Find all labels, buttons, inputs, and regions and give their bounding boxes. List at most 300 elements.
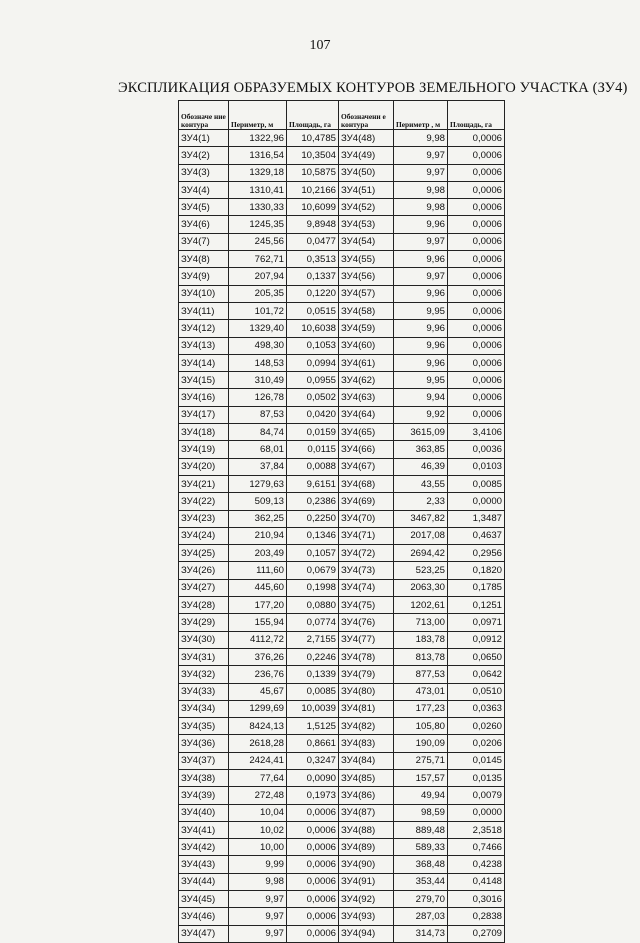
cell-perimeter-left: 1316,54 bbox=[229, 147, 287, 164]
cell-area-right: 0,0006 bbox=[448, 181, 505, 198]
cell-area-left: 10,6099 bbox=[287, 199, 339, 216]
cell-contour-left: ЗУ4(29) bbox=[179, 614, 229, 631]
cell-contour-left: ЗУ4(2) bbox=[179, 147, 229, 164]
cell-contour-right: ЗУ4(60) bbox=[339, 337, 394, 354]
cell-area-left: 0,0006 bbox=[287, 856, 339, 873]
cell-perimeter-left: 77,64 bbox=[229, 769, 287, 786]
cell-contour-right: ЗУ4(92) bbox=[339, 891, 394, 908]
cell-perimeter-right: 157,57 bbox=[394, 769, 448, 786]
cell-area-left: 0,1220 bbox=[287, 285, 339, 302]
cell-perimeter-left: 148,53 bbox=[229, 354, 287, 371]
cell-contour-left: ЗУ4(17) bbox=[179, 406, 229, 423]
cell-perimeter-left: 1245,35 bbox=[229, 216, 287, 233]
cell-area-left: 1,5125 bbox=[287, 718, 339, 735]
cell-contour-right: ЗУ4(62) bbox=[339, 372, 394, 389]
cell-perimeter-right: 9,97 bbox=[394, 233, 448, 250]
cell-perimeter-left: 2424,41 bbox=[229, 752, 287, 769]
cell-contour-left: ЗУ4(19) bbox=[179, 441, 229, 458]
cell-contour-left: ЗУ4(25) bbox=[179, 545, 229, 562]
cell-perimeter-right: 9,97 bbox=[394, 164, 448, 181]
cell-perimeter-right: 9,96 bbox=[394, 285, 448, 302]
cell-contour-right: ЗУ4(81) bbox=[339, 700, 394, 717]
cell-perimeter-right: 9,98 bbox=[394, 181, 448, 198]
cell-contour-right: ЗУ4(79) bbox=[339, 666, 394, 683]
cell-contour-right: ЗУ4(77) bbox=[339, 631, 394, 648]
cell-perimeter-right: 105,80 bbox=[394, 718, 448, 735]
cell-area-right: 0,2709 bbox=[448, 925, 505, 942]
cell-perimeter-right: 2063,30 bbox=[394, 579, 448, 596]
cell-area-right: 0,0145 bbox=[448, 752, 505, 769]
cell-contour-left: ЗУ4(28) bbox=[179, 597, 229, 614]
cell-contour-left: ЗУ4(4) bbox=[179, 181, 229, 198]
header-area-left: Площадь, га bbox=[287, 101, 339, 130]
cell-contour-right: ЗУ4(67) bbox=[339, 458, 394, 475]
cell-perimeter-right: 889,48 bbox=[394, 821, 448, 838]
cell-perimeter-left: 205,35 bbox=[229, 285, 287, 302]
cell-perimeter-left: 84,74 bbox=[229, 424, 287, 441]
cell-contour-left: ЗУ4(21) bbox=[179, 475, 229, 492]
table-row bbox=[179, 925, 505, 942]
table-row bbox=[179, 683, 505, 700]
cell-perimeter-right: 3615,09 bbox=[394, 424, 448, 441]
cell-area-right: 0,0006 bbox=[448, 389, 505, 406]
table-row bbox=[179, 769, 505, 786]
cell-area-right: 0,7466 bbox=[448, 839, 505, 856]
table-row bbox=[179, 804, 505, 821]
table-row bbox=[179, 320, 505, 337]
cell-contour-left: ЗУ4(22) bbox=[179, 493, 229, 510]
cell-contour-left: ЗУ4(20) bbox=[179, 458, 229, 475]
cell-contour-right: ЗУ4(83) bbox=[339, 735, 394, 752]
table-row bbox=[179, 372, 505, 389]
table-row bbox=[179, 579, 505, 596]
table-row bbox=[179, 666, 505, 683]
cell-contour-right: ЗУ4(70) bbox=[339, 510, 394, 527]
cell-contour-left: ЗУ4(32) bbox=[179, 666, 229, 683]
cell-area-right: 2,3518 bbox=[448, 821, 505, 838]
cell-perimeter-right: 368,48 bbox=[394, 856, 448, 873]
table-row bbox=[179, 631, 505, 648]
table-row bbox=[179, 856, 505, 873]
cell-contour-right: ЗУ4(80) bbox=[339, 683, 394, 700]
cell-contour-left: ЗУ4(39) bbox=[179, 787, 229, 804]
cell-contour-left: ЗУ4(16) bbox=[179, 389, 229, 406]
cell-contour-right: ЗУ4(74) bbox=[339, 579, 394, 596]
cell-perimeter-left: 9,97 bbox=[229, 908, 287, 925]
cell-perimeter-left: 9,97 bbox=[229, 891, 287, 908]
cell-perimeter-right: 9,97 bbox=[394, 147, 448, 164]
cell-perimeter-left: 9,98 bbox=[229, 873, 287, 890]
cell-area-right: 0,4238 bbox=[448, 856, 505, 873]
cell-perimeter-right: 9,97 bbox=[394, 268, 448, 285]
cell-area-right: 0,0103 bbox=[448, 458, 505, 475]
cell-perimeter-left: 272,48 bbox=[229, 787, 287, 804]
document-title: ЭКСПЛИКАЦИЯ ОБРАЗУЕМЫХ КОНТУРОВ ЗЕМЕЛЬНОГО УЧАСТКА (ЗУ4) bbox=[118, 80, 628, 96]
cell-area-left: 0,1337 bbox=[287, 268, 339, 285]
cell-area-right: 0,0006 bbox=[448, 285, 505, 302]
table-row bbox=[179, 216, 505, 233]
cell-perimeter-right: 9,95 bbox=[394, 302, 448, 319]
cell-perimeter-left: 101,72 bbox=[229, 302, 287, 319]
cell-perimeter-left: 207,94 bbox=[229, 268, 287, 285]
cell-area-left: 0,8661 bbox=[287, 735, 339, 752]
cell-area-right: 0,0006 bbox=[448, 268, 505, 285]
cell-area-left: 0,0880 bbox=[287, 597, 339, 614]
cell-area-left: 0,0006 bbox=[287, 804, 339, 821]
cell-contour-left: ЗУ4(15) bbox=[179, 372, 229, 389]
cell-contour-left: ЗУ4(5) bbox=[179, 199, 229, 216]
cell-perimeter-right: 2694,42 bbox=[394, 545, 448, 562]
cell-perimeter-right: 9,92 bbox=[394, 406, 448, 423]
cell-perimeter-right: 813,78 bbox=[394, 648, 448, 665]
cell-perimeter-right: 9,98 bbox=[394, 130, 448, 147]
table-row bbox=[179, 147, 505, 164]
cell-area-right: 1,3487 bbox=[448, 510, 505, 527]
table-row bbox=[179, 839, 505, 856]
cell-contour-right: ЗУ4(55) bbox=[339, 251, 394, 268]
cell-area-left: 0,0090 bbox=[287, 769, 339, 786]
cell-area-right: 0,0079 bbox=[448, 787, 505, 804]
cell-area-left: 0,0420 bbox=[287, 406, 339, 423]
cell-perimeter-right: 46,39 bbox=[394, 458, 448, 475]
cell-perimeter-left: 155,94 bbox=[229, 614, 287, 631]
cell-area-left: 0,0006 bbox=[287, 908, 339, 925]
cell-contour-right: ЗУ4(71) bbox=[339, 527, 394, 544]
cell-contour-right: ЗУ4(49) bbox=[339, 147, 394, 164]
cell-area-right: 0,2838 bbox=[448, 908, 505, 925]
cell-area-right: 0,0206 bbox=[448, 735, 505, 752]
cell-area-left: 0,2386 bbox=[287, 493, 339, 510]
cell-area-left: 0,3247 bbox=[287, 752, 339, 769]
cell-perimeter-left: 210,94 bbox=[229, 527, 287, 544]
cell-perimeter-right: 9,96 bbox=[394, 337, 448, 354]
cell-perimeter-left: 111,60 bbox=[229, 562, 287, 579]
cell-contour-right: ЗУ4(93) bbox=[339, 908, 394, 925]
cell-area-left: 10,6038 bbox=[287, 320, 339, 337]
table-row bbox=[179, 700, 505, 717]
cell-contour-right: ЗУ4(57) bbox=[339, 285, 394, 302]
cell-contour-right: ЗУ4(76) bbox=[339, 614, 394, 631]
table-header-row bbox=[179, 101, 505, 130]
cell-perimeter-left: 509,13 bbox=[229, 493, 287, 510]
cell-perimeter-right: 1202,61 bbox=[394, 597, 448, 614]
cell-contour-right: ЗУ4(84) bbox=[339, 752, 394, 769]
cell-contour-left: ЗУ4(10) bbox=[179, 285, 229, 302]
cell-area-left: 0,0006 bbox=[287, 839, 339, 856]
cell-contour-left: ЗУ4(11) bbox=[179, 302, 229, 319]
cell-contour-right: ЗУ4(88) bbox=[339, 821, 394, 838]
cell-contour-left: ЗУ4(14) bbox=[179, 354, 229, 371]
cell-area-left: 2,7155 bbox=[287, 631, 339, 648]
cell-contour-right: ЗУ4(65) bbox=[339, 424, 394, 441]
cell-area-right: 0,1785 bbox=[448, 579, 505, 596]
cell-perimeter-left: 10,00 bbox=[229, 839, 287, 856]
cell-contour-right: ЗУ4(69) bbox=[339, 493, 394, 510]
cell-area-right: 0,0006 bbox=[448, 406, 505, 423]
cell-area-right: 0,0006 bbox=[448, 164, 505, 181]
cell-area-left: 9,8948 bbox=[287, 216, 339, 233]
cell-area-right: 0,0650 bbox=[448, 648, 505, 665]
cell-perimeter-left: 9,97 bbox=[229, 925, 287, 942]
cell-area-left: 0,1053 bbox=[287, 337, 339, 354]
table-row bbox=[179, 199, 505, 216]
cell-contour-right: ЗУ4(61) bbox=[339, 354, 394, 371]
cell-perimeter-right: 523,25 bbox=[394, 562, 448, 579]
cell-contour-right: ЗУ4(85) bbox=[339, 769, 394, 786]
cell-area-left: 0,0006 bbox=[287, 821, 339, 838]
header-area-right: Площадь, га bbox=[448, 101, 505, 130]
cell-area-left: 0,0774 bbox=[287, 614, 339, 631]
cell-contour-left: ЗУ4(33) bbox=[179, 683, 229, 700]
explication-table bbox=[178, 100, 505, 943]
cell-perimeter-left: 1279,63 bbox=[229, 475, 287, 492]
cell-perimeter-left: 2618,28 bbox=[229, 735, 287, 752]
cell-perimeter-left: 37,84 bbox=[229, 458, 287, 475]
cell-perimeter-left: 1330,33 bbox=[229, 199, 287, 216]
cell-area-right: 0,0260 bbox=[448, 718, 505, 735]
cell-perimeter-right: 314,73 bbox=[394, 925, 448, 942]
cell-perimeter-right: 275,71 bbox=[394, 752, 448, 769]
cell-area-right: 0,0006 bbox=[448, 372, 505, 389]
cell-contour-right: ЗУ4(78) bbox=[339, 648, 394, 665]
cell-area-right: 0,0006 bbox=[448, 251, 505, 268]
table-row bbox=[179, 233, 505, 250]
cell-contour-left: ЗУ4(34) bbox=[179, 700, 229, 717]
table-row bbox=[179, 597, 505, 614]
table-row bbox=[179, 908, 505, 925]
cell-perimeter-left: 45,67 bbox=[229, 683, 287, 700]
cell-area-right: 0,0006 bbox=[448, 199, 505, 216]
table-row bbox=[179, 493, 505, 510]
cell-area-right: 0,4637 bbox=[448, 527, 505, 544]
cell-perimeter-right: 279,70 bbox=[394, 891, 448, 908]
cell-area-right: 0,0510 bbox=[448, 683, 505, 700]
cell-contour-left: ЗУ4(30) bbox=[179, 631, 229, 648]
cell-contour-right: ЗУ4(59) bbox=[339, 320, 394, 337]
header-perimeter-left: Периметр, м bbox=[229, 101, 287, 130]
cell-area-right: 0,0000 bbox=[448, 804, 505, 821]
cell-contour-left: ЗУ4(43) bbox=[179, 856, 229, 873]
cell-area-right: 0,1251 bbox=[448, 597, 505, 614]
cell-perimeter-left: 203,49 bbox=[229, 545, 287, 562]
table-row bbox=[179, 718, 505, 735]
cell-perimeter-left: 245,56 bbox=[229, 233, 287, 250]
cell-area-left: 0,1057 bbox=[287, 545, 339, 562]
cell-perimeter-right: 9,96 bbox=[394, 216, 448, 233]
cell-perimeter-left: 8424,13 bbox=[229, 718, 287, 735]
cell-area-right: 0,0036 bbox=[448, 441, 505, 458]
cell-area-right: 0,0971 bbox=[448, 614, 505, 631]
cell-perimeter-right: 9,98 bbox=[394, 199, 448, 216]
cell-area-left: 0,0994 bbox=[287, 354, 339, 371]
table-row bbox=[179, 458, 505, 475]
cell-perimeter-right: 9,94 bbox=[394, 389, 448, 406]
cell-perimeter-left: 498,30 bbox=[229, 337, 287, 354]
cell-perimeter-right: 9,96 bbox=[394, 354, 448, 371]
cell-area-right: 0,0912 bbox=[448, 631, 505, 648]
header-contour-right: Обозначени е контура bbox=[339, 101, 394, 130]
cell-area-right: 0,0085 bbox=[448, 475, 505, 492]
table-row bbox=[179, 406, 505, 423]
cell-area-right: 0,0006 bbox=[448, 147, 505, 164]
cell-area-right: 0,0006 bbox=[448, 233, 505, 250]
cell-perimeter-right: 473,01 bbox=[394, 683, 448, 700]
cell-perimeter-right: 363,85 bbox=[394, 441, 448, 458]
cell-contour-left: ЗУ4(38) bbox=[179, 769, 229, 786]
cell-area-left: 9,6151 bbox=[287, 475, 339, 492]
cell-area-left: 0,2250 bbox=[287, 510, 339, 527]
cell-contour-right: ЗУ4(50) bbox=[339, 164, 394, 181]
header-perimeter-right: Периметр , м bbox=[394, 101, 448, 130]
cell-contour-right: ЗУ4(87) bbox=[339, 804, 394, 821]
table-row bbox=[179, 752, 505, 769]
table-body bbox=[179, 130, 505, 943]
table-row bbox=[179, 424, 505, 441]
cell-area-left: 0,0679 bbox=[287, 562, 339, 579]
cell-perimeter-right: 713,00 bbox=[394, 614, 448, 631]
cell-area-right: 0,0006 bbox=[448, 320, 505, 337]
cell-contour-left: ЗУ4(23) bbox=[179, 510, 229, 527]
cell-area-right: 0,0642 bbox=[448, 666, 505, 683]
cell-contour-left: ЗУ4(12) bbox=[179, 320, 229, 337]
cell-perimeter-left: 1299,69 bbox=[229, 700, 287, 717]
cell-perimeter-left: 4112,72 bbox=[229, 631, 287, 648]
cell-contour-left: ЗУ4(36) bbox=[179, 735, 229, 752]
cell-contour-right: ЗУ4(90) bbox=[339, 856, 394, 873]
table-row bbox=[179, 130, 505, 147]
cell-area-right: 0,0006 bbox=[448, 302, 505, 319]
cell-perimeter-left: 236,76 bbox=[229, 666, 287, 683]
cell-contour-right: ЗУ4(75) bbox=[339, 597, 394, 614]
cell-area-left: 0,3513 bbox=[287, 251, 339, 268]
cell-contour-left: ЗУ4(47) bbox=[179, 925, 229, 942]
cell-perimeter-left: 1329,18 bbox=[229, 164, 287, 181]
cell-area-left: 0,0006 bbox=[287, 925, 339, 942]
cell-contour-left: ЗУ4(9) bbox=[179, 268, 229, 285]
cell-contour-left: ЗУ4(31) bbox=[179, 648, 229, 665]
cell-perimeter-right: 190,09 bbox=[394, 735, 448, 752]
cell-perimeter-right: 877,53 bbox=[394, 666, 448, 683]
cell-perimeter-right: 9,95 bbox=[394, 372, 448, 389]
cell-contour-right: ЗУ4(86) bbox=[339, 787, 394, 804]
cell-contour-left: ЗУ4(24) bbox=[179, 527, 229, 544]
table-row bbox=[179, 268, 505, 285]
cell-contour-left: ЗУ4(6) bbox=[179, 216, 229, 233]
cell-area-right: 0,0363 bbox=[448, 700, 505, 717]
cell-contour-right: ЗУ4(64) bbox=[339, 406, 394, 423]
cell-area-left: 0,2246 bbox=[287, 648, 339, 665]
table-row bbox=[179, 285, 505, 302]
table-row bbox=[179, 251, 505, 268]
cell-area-left: 0,0088 bbox=[287, 458, 339, 475]
cell-area-left: 10,3504 bbox=[287, 147, 339, 164]
table-row bbox=[179, 787, 505, 804]
cell-perimeter-right: 3467,82 bbox=[394, 510, 448, 527]
cell-area-left: 0,0006 bbox=[287, 873, 339, 890]
cell-contour-left: ЗУ4(13) bbox=[179, 337, 229, 354]
table-row bbox=[179, 181, 505, 198]
cell-perimeter-left: 87,53 bbox=[229, 406, 287, 423]
cell-contour-left: ЗУ4(27) bbox=[179, 579, 229, 596]
cell-contour-right: ЗУ4(73) bbox=[339, 562, 394, 579]
cell-contour-right: ЗУ4(72) bbox=[339, 545, 394, 562]
cell-area-right: 0,2956 bbox=[448, 545, 505, 562]
cell-perimeter-left: 1322,96 bbox=[229, 130, 287, 147]
cell-area-left: 10,0039 bbox=[287, 700, 339, 717]
cell-area-right: 3,4106 bbox=[448, 424, 505, 441]
cell-contour-right: ЗУ4(51) bbox=[339, 181, 394, 198]
cell-area-left: 0,0085 bbox=[287, 683, 339, 700]
cell-contour-left: ЗУ4(46) bbox=[179, 908, 229, 925]
cell-area-right: 0,1820 bbox=[448, 562, 505, 579]
cell-contour-left: ЗУ4(42) bbox=[179, 839, 229, 856]
cell-area-right: 0,3016 bbox=[448, 891, 505, 908]
cell-contour-left: ЗУ4(40) bbox=[179, 804, 229, 821]
cell-area-right: 0,0006 bbox=[448, 216, 505, 233]
table-row bbox=[179, 735, 505, 752]
cell-perimeter-left: 10,02 bbox=[229, 821, 287, 838]
table-row bbox=[179, 821, 505, 838]
cell-contour-right: ЗУ4(56) bbox=[339, 268, 394, 285]
cell-perimeter-right: 353,44 bbox=[394, 873, 448, 890]
cell-contour-left: ЗУ4(7) bbox=[179, 233, 229, 250]
cell-area-left: 0,1998 bbox=[287, 579, 339, 596]
table-row bbox=[179, 441, 505, 458]
table-row bbox=[179, 527, 505, 544]
cell-contour-left: ЗУ4(44) bbox=[179, 873, 229, 890]
cell-perimeter-left: 1329,40 bbox=[229, 320, 287, 337]
table-row bbox=[179, 891, 505, 908]
cell-contour-right: ЗУ4(48) bbox=[339, 130, 394, 147]
cell-area-right: 0,0006 bbox=[448, 354, 505, 371]
cell-perimeter-left: 68,01 bbox=[229, 441, 287, 458]
cell-area-left: 0,0159 bbox=[287, 424, 339, 441]
cell-area-left: 0,0955 bbox=[287, 372, 339, 389]
cell-contour-right: ЗУ4(52) bbox=[339, 199, 394, 216]
cell-contour-left: ЗУ4(45) bbox=[179, 891, 229, 908]
cell-area-left: 0,0502 bbox=[287, 389, 339, 406]
header-contour-left: Обозначе ние контура bbox=[179, 101, 229, 130]
cell-perimeter-right: 287,03 bbox=[394, 908, 448, 925]
cell-perimeter-left: 310,49 bbox=[229, 372, 287, 389]
cell-area-right: 0,4148 bbox=[448, 873, 505, 890]
cell-area-left: 10,4785 bbox=[287, 130, 339, 147]
cell-contour-right: ЗУ4(54) bbox=[339, 233, 394, 250]
cell-area-right: 0,0006 bbox=[448, 130, 505, 147]
cell-perimeter-right: 49,94 bbox=[394, 787, 448, 804]
cell-contour-right: ЗУ4(91) bbox=[339, 873, 394, 890]
cell-perimeter-right: 589,33 bbox=[394, 839, 448, 856]
cell-perimeter-left: 9,99 bbox=[229, 856, 287, 873]
cell-perimeter-left: 126,78 bbox=[229, 389, 287, 406]
cell-perimeter-right: 183,78 bbox=[394, 631, 448, 648]
cell-area-right: 0,0000 bbox=[448, 493, 505, 510]
cell-area-left: 0,0115 bbox=[287, 441, 339, 458]
table-row bbox=[179, 614, 505, 631]
table-row bbox=[179, 354, 505, 371]
cell-area-left: 0,1346 bbox=[287, 527, 339, 544]
cell-perimeter-right: 177,23 bbox=[394, 700, 448, 717]
cell-area-left: 10,5875 bbox=[287, 164, 339, 181]
table-row bbox=[179, 510, 505, 527]
table-row bbox=[179, 648, 505, 665]
cell-area-left: 0,1339 bbox=[287, 666, 339, 683]
cell-perimeter-left: 762,71 bbox=[229, 251, 287, 268]
cell-contour-right: ЗУ4(53) bbox=[339, 216, 394, 233]
cell-contour-left: ЗУ4(35) bbox=[179, 718, 229, 735]
cell-area-left: 0,0006 bbox=[287, 891, 339, 908]
cell-contour-right: ЗУ4(66) bbox=[339, 441, 394, 458]
